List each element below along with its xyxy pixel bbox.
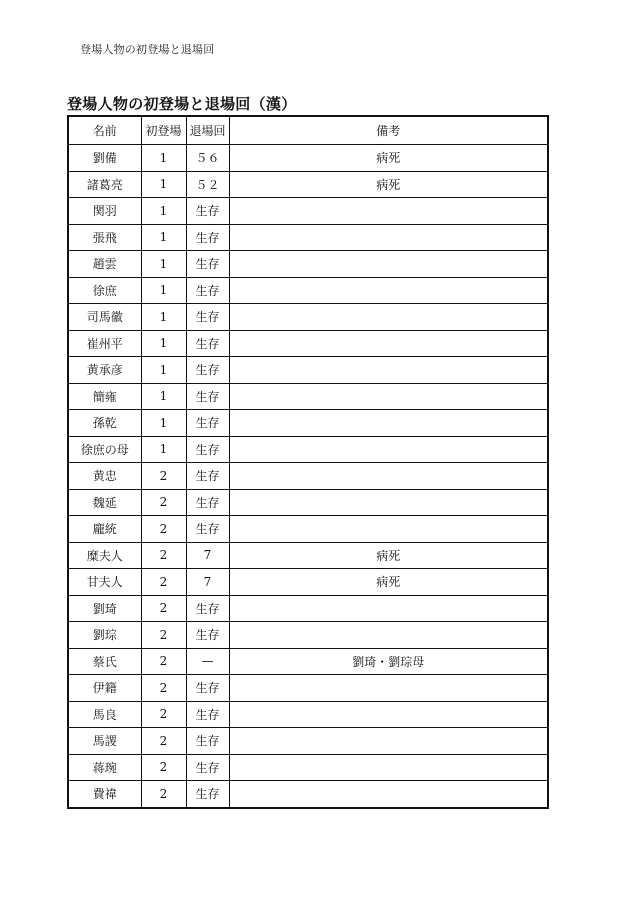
character-name-cell: 劉琦 xyxy=(68,595,141,622)
note-cell xyxy=(229,489,548,516)
exit-episode-cell: 生存 xyxy=(186,410,229,437)
first-appearance-cell: 2 xyxy=(141,754,186,781)
first-appearance-cell: 2 xyxy=(141,622,186,649)
exit-episode-cell: 生存 xyxy=(186,463,229,490)
character-name-cell: 徐庶 xyxy=(68,277,141,304)
character-name-cell: 黄忠 xyxy=(68,463,141,490)
note-cell: 劉琦・劉琮母 xyxy=(229,648,548,675)
column-header-notes: 備考 xyxy=(229,116,548,145)
first-appearance-cell: 2 xyxy=(141,489,186,516)
character-name-cell: 諸葛亮 xyxy=(68,171,141,198)
table-row xyxy=(68,304,548,331)
first-appearance-cell: 1 xyxy=(141,330,186,357)
exit-episode-cell: 生存 xyxy=(186,728,229,755)
first-appearance-cell: 2 xyxy=(141,675,186,702)
first-appearance-cell: 2 xyxy=(141,781,186,808)
note-cell xyxy=(229,622,548,649)
table-row xyxy=(68,251,548,278)
character-name-cell: 魏延 xyxy=(68,489,141,516)
first-appearance-cell: 1 xyxy=(141,145,186,172)
exit-episode-cell: 生存 xyxy=(186,251,229,278)
character-name-cell: 蒋琬 xyxy=(68,754,141,781)
note-cell: 病死 xyxy=(229,542,548,569)
table-row xyxy=(68,383,548,410)
exit-episode-cell: 生存 xyxy=(186,675,229,702)
exit-episode-cell: 生存 xyxy=(186,198,229,225)
first-appearance-cell: 1 xyxy=(141,277,186,304)
table-row xyxy=(68,198,548,225)
first-appearance-cell: 1 xyxy=(141,198,186,225)
character-name-cell: 馬謖 xyxy=(68,728,141,755)
note-cell xyxy=(229,330,548,357)
first-appearance-cell: 1 xyxy=(141,224,186,251)
character-name-cell: 司馬徽 xyxy=(68,304,141,331)
note-cell xyxy=(229,224,548,251)
exit-episode-cell: 7 xyxy=(186,542,229,569)
column-header-exit-episode: 退場回 xyxy=(186,116,229,145)
table-row xyxy=(68,754,548,781)
first-appearance-cell: 1 xyxy=(141,436,186,463)
character-name-cell: 黄承彦 xyxy=(68,357,141,384)
table-row xyxy=(68,648,548,675)
exit-episode-cell: 生存 xyxy=(186,383,229,410)
exit-episode-cell: 生存 xyxy=(186,701,229,728)
character-table xyxy=(67,115,549,809)
exit-episode-cell: 生存 xyxy=(186,304,229,331)
table-row xyxy=(68,436,548,463)
character-name-cell: 孫乾 xyxy=(68,410,141,437)
character-name-cell: 甘夫人 xyxy=(68,569,141,596)
table-row xyxy=(68,171,548,198)
first-appearance-cell: 2 xyxy=(141,701,186,728)
exit-episode-cell: ５２ xyxy=(186,171,229,198)
note-cell xyxy=(229,516,548,543)
table-row xyxy=(68,701,548,728)
exit-episode-cell: 生存 xyxy=(186,436,229,463)
note-cell: 病死 xyxy=(229,145,548,172)
note-cell xyxy=(229,781,548,808)
exit-episode-cell: 生存 xyxy=(186,277,229,304)
column-header-name: 名前 xyxy=(68,116,141,145)
first-appearance-cell: 1 xyxy=(141,410,186,437)
note-cell xyxy=(229,675,548,702)
character-name-cell: 趙雲 xyxy=(68,251,141,278)
character-name-cell: 張飛 xyxy=(68,224,141,251)
exit-episode-cell: 生存 xyxy=(186,489,229,516)
note-cell xyxy=(229,701,548,728)
exit-episode-cell: 生存 xyxy=(186,754,229,781)
note-cell xyxy=(229,463,548,490)
exit-episode-cell: — xyxy=(186,648,229,675)
exit-episode-cell: 生存 xyxy=(186,357,229,384)
first-appearance-cell: 1 xyxy=(141,304,186,331)
table-body xyxy=(68,145,548,808)
note-cell xyxy=(229,277,548,304)
table-row xyxy=(68,675,548,702)
note-cell: 病死 xyxy=(229,171,548,198)
character-name-cell: 糜夫人 xyxy=(68,542,141,569)
table-row xyxy=(68,145,548,172)
table-header-row xyxy=(68,116,548,145)
table-row xyxy=(68,463,548,490)
exit-episode-cell: 生存 xyxy=(186,330,229,357)
character-name-cell: 龐統 xyxy=(68,516,141,543)
table-row xyxy=(68,595,548,622)
table-row xyxy=(68,224,548,251)
character-name-cell: 伊籍 xyxy=(68,675,141,702)
character-name-cell: 劉琮 xyxy=(68,622,141,649)
first-appearance-cell: 1 xyxy=(141,383,186,410)
exit-episode-cell: 生存 xyxy=(186,516,229,543)
note-cell xyxy=(229,436,548,463)
first-appearance-cell: 2 xyxy=(141,569,186,596)
document-title: 登場人物の初登場と退場回（漢） xyxy=(67,95,297,113)
table-row xyxy=(68,410,548,437)
first-appearance-cell: 2 xyxy=(141,648,186,675)
note-cell xyxy=(229,198,548,225)
character-name-cell: 簡雍 xyxy=(68,383,141,410)
table-row xyxy=(68,728,548,755)
first-appearance-cell: 1 xyxy=(141,357,186,384)
table-row xyxy=(68,330,548,357)
table-row xyxy=(68,781,548,808)
note-cell: 病死 xyxy=(229,569,548,596)
table-row xyxy=(68,516,548,543)
exit-episode-cell: 生存 xyxy=(186,781,229,808)
exit-episode-cell: 生存 xyxy=(186,622,229,649)
character-name-cell: 費禕 xyxy=(68,781,141,808)
note-cell xyxy=(229,595,548,622)
exit-episode-cell: 生存 xyxy=(186,595,229,622)
first-appearance-cell: 2 xyxy=(141,542,186,569)
note-cell xyxy=(229,728,548,755)
first-appearance-cell: 2 xyxy=(141,463,186,490)
table-row xyxy=(68,569,548,596)
first-appearance-cell: 2 xyxy=(141,728,186,755)
note-cell xyxy=(229,304,548,331)
note-cell xyxy=(229,754,548,781)
note-cell xyxy=(229,383,548,410)
note-cell xyxy=(229,357,548,384)
note-cell xyxy=(229,251,548,278)
running-header: 登場人物の初登場と退場回 xyxy=(80,43,215,56)
exit-episode-cell: 7 xyxy=(186,569,229,596)
character-name-cell: 関羽 xyxy=(68,198,141,225)
table-row xyxy=(68,622,548,649)
character-name-cell: 馬良 xyxy=(68,701,141,728)
first-appearance-cell: 2 xyxy=(141,595,186,622)
first-appearance-cell: 1 xyxy=(141,251,186,278)
exit-episode-cell: 生存 xyxy=(186,224,229,251)
first-appearance-cell: 1 xyxy=(141,171,186,198)
character-name-cell: 徐庶の母 xyxy=(68,436,141,463)
column-header-first-appearance: 初登場 xyxy=(141,116,186,145)
table-row xyxy=(68,489,548,516)
note-cell xyxy=(229,410,548,437)
exit-episode-cell: ５６ xyxy=(186,145,229,172)
character-name-cell: 劉備 xyxy=(68,145,141,172)
table-row xyxy=(68,357,548,384)
character-name-cell: 蔡氏 xyxy=(68,648,141,675)
character-name-cell: 崔州平 xyxy=(68,330,141,357)
table-row xyxy=(68,277,548,304)
first-appearance-cell: 2 xyxy=(141,516,186,543)
table-row xyxy=(68,542,548,569)
